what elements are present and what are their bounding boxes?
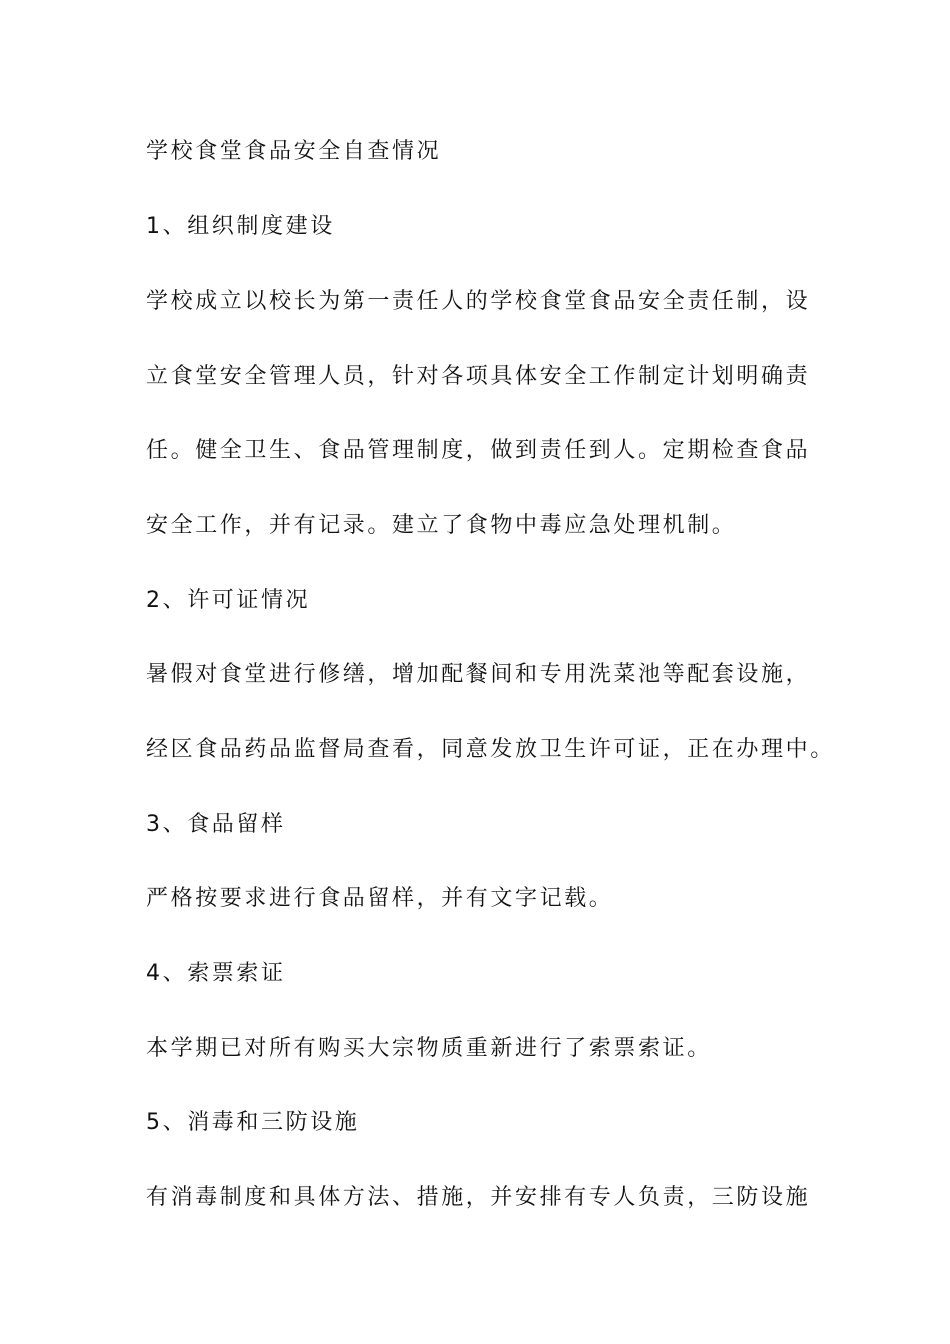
paragraph-line: 暑假对食堂进行修缮，增加配餐间和专用洗菜池等配套设施， — [146, 662, 811, 687]
document-title: 学校食堂食品安全自查情况 — [146, 139, 442, 164]
section-heading-4: 4、索票索证 — [146, 961, 286, 986]
section-heading-2: 2、许可证情况 — [146, 588, 311, 613]
paragraph-line: 安全工作，并有记录。建立了食物中毒应急处理机制。 — [146, 513, 737, 538]
paragraph-line: 任。健全卫生、食品管理制度，做到责任到人。定期检查食品 — [146, 438, 811, 463]
section-heading-1: 1、组织制度建设 — [146, 214, 335, 239]
paragraph-line: 立食堂安全管理人员，针对各项具体安全工作制定计划明确责 — [146, 364, 811, 389]
paragraph-line: 有消毒制度和具体方法、措施，并安排有专人负责，三防设施 — [146, 1185, 811, 1210]
section-heading-5: 5、消毒和三防设施 — [146, 1110, 360, 1135]
paragraph-line: 本学期已对所有购买大宗物质重新进行了索票索证。 — [146, 1036, 712, 1061]
paragraph-line: 经区食品药品监督局查看，同意发放卫生许可证，正在办理中。 — [146, 737, 835, 762]
paragraph-line: 学校成立以校长为第一责任人的学校食堂食品安全责任制，设 — [146, 289, 811, 314]
section-heading-3: 3、食品留样 — [146, 812, 286, 837]
paragraph-line: 严格按要求进行食品留样，并有文字记载。 — [146, 886, 614, 911]
